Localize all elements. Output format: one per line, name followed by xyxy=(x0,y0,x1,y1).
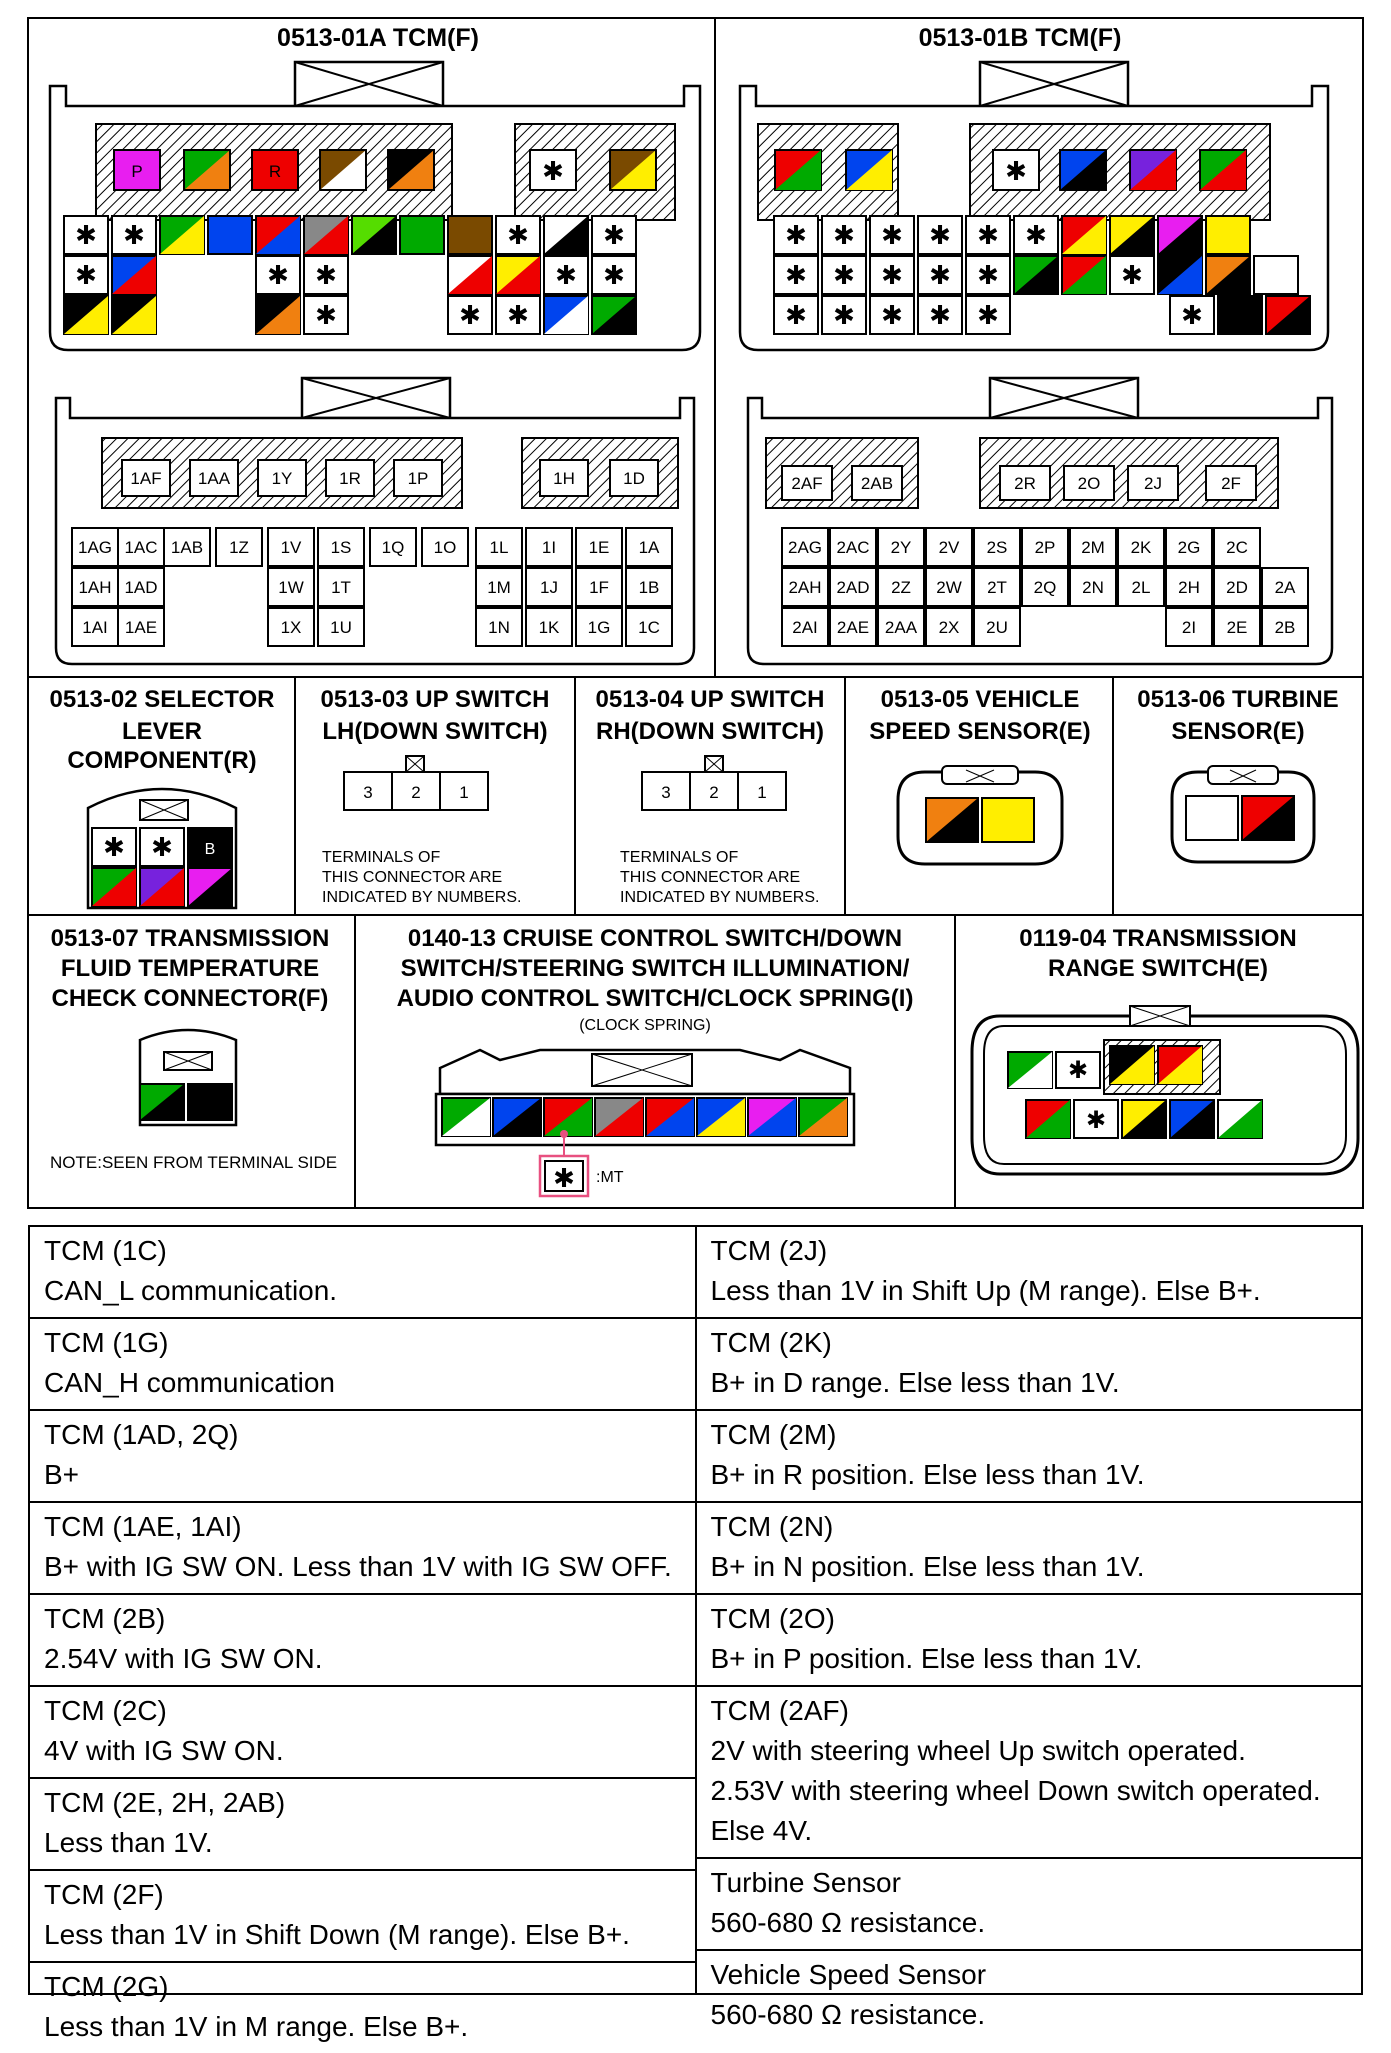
svg-text:SENSOR(E): SENSOR(E) xyxy=(1171,718,1305,745)
pin-label xyxy=(878,528,924,566)
svg-text:1AI: 1AI xyxy=(82,618,108,637)
pin-br-w xyxy=(320,150,366,190)
pin-label xyxy=(1262,568,1308,606)
pin-label xyxy=(118,568,164,606)
spec-title: TCM (2F) xyxy=(44,1879,164,1910)
spec-cell xyxy=(30,1687,695,1779)
svg-text:✱: ✱ xyxy=(833,300,855,330)
svg-text:✱: ✱ xyxy=(1181,300,1203,330)
svg-text:2G: 2G xyxy=(1177,538,1201,557)
pin-label xyxy=(526,528,572,566)
spec-cell xyxy=(30,1779,695,1871)
svg-text:1J: 1J xyxy=(540,578,558,597)
pin-label xyxy=(318,608,364,646)
svg-text:2X: 2X xyxy=(938,618,960,637)
svg-text:1AG: 1AG xyxy=(77,538,113,557)
svg-text:✱: ✱ xyxy=(75,220,97,250)
spec-description: 2V with steering wheel Up switch operated. xyxy=(710,1735,1246,1766)
svg-text:1AB: 1AB xyxy=(170,538,204,557)
tcm-a-pinout xyxy=(56,378,694,664)
spec-description: 4V with IG SW ON. xyxy=(44,1735,284,1766)
spec-cell xyxy=(697,1951,1362,2041)
spec-description: Less than 1V. xyxy=(44,1827,213,1858)
spec-cell xyxy=(30,1871,695,1963)
turbine-sensor-connector xyxy=(1137,686,1338,862)
spec-description: B+ with IG SW ON. Less than 1V with IG SW OFF. xyxy=(44,1551,672,1582)
spec-title: Turbine Sensor xyxy=(710,1867,901,1898)
spec-cell xyxy=(697,1319,1362,1411)
spec-cell xyxy=(30,1503,695,1595)
pin-label xyxy=(1070,568,1116,606)
svg-text:✱: ✱ xyxy=(603,260,625,290)
svg-text:2I: 2I xyxy=(1181,618,1197,637)
svg-text:2T: 2T xyxy=(987,578,1007,597)
pin-label xyxy=(926,528,972,566)
svg-text:RANGE SWITCH(E): RANGE SWITCH(E) xyxy=(1048,955,1268,982)
cruise-pin xyxy=(442,1098,490,1136)
pin-label xyxy=(1166,608,1212,646)
pin-label xyxy=(852,466,902,500)
pin-label xyxy=(72,568,118,606)
svg-text:1L: 1L xyxy=(489,538,509,557)
svg-text:1: 1 xyxy=(459,783,469,802)
svg-text:2L: 2L xyxy=(1131,578,1151,597)
pin-label xyxy=(782,608,828,646)
cruise-pin xyxy=(646,1098,694,1136)
spec-title: TCM (1G) xyxy=(44,1327,169,1358)
svg-text:✱: ✱ xyxy=(785,300,807,330)
svg-text:1D: 1D xyxy=(623,469,645,488)
svg-text:1AC: 1AC xyxy=(124,538,158,557)
svg-text:2AA: 2AA xyxy=(884,618,918,637)
svg-text:0513-03 UP SWITCH: 0513-03 UP SWITCH xyxy=(320,686,550,713)
tcm-b-connector xyxy=(740,24,1328,350)
svg-text:1I: 1I xyxy=(541,538,557,557)
svg-text:2AD: 2AD xyxy=(836,578,870,597)
svg-text:1V: 1V xyxy=(280,538,302,557)
svg-text:1AH: 1AH xyxy=(78,578,112,597)
svg-text:0140-13 CRUISE CONTROL SWITCH/: 0140-13 CRUISE CONTROL SWITCH/DOWN xyxy=(407,925,903,952)
pin-label xyxy=(72,608,118,646)
svg-text:✱: ✱ xyxy=(785,260,807,290)
svg-text:✱: ✱ xyxy=(881,220,903,250)
svg-text:✱: ✱ xyxy=(785,220,807,250)
tcm-b-pinout xyxy=(748,378,1332,664)
svg-text:1K: 1K xyxy=(538,618,560,637)
svg-text:1AE: 1AE xyxy=(124,618,158,637)
spec-description: 560-680 Ω resistance. xyxy=(710,1999,986,2030)
pin-label xyxy=(626,528,672,566)
pin-label xyxy=(540,460,588,496)
pin-label xyxy=(118,528,164,566)
pin-label xyxy=(164,528,210,566)
svg-text:LEVER: LEVER xyxy=(121,718,203,745)
svg-text:3: 3 xyxy=(661,783,671,802)
pin-label xyxy=(974,568,1020,606)
svg-text:✱: ✱ xyxy=(1025,220,1047,250)
svg-text:✱: ✱ xyxy=(123,220,145,250)
svg-text:0513-02 SELECTOR: 0513-02 SELECTOR xyxy=(49,686,275,713)
spec-description: Less than 1V in Shift Up (M range). Else B+. xyxy=(710,1275,1261,1306)
svg-text:2AI: 2AI xyxy=(792,618,818,637)
pin-label xyxy=(878,568,924,606)
pin-label xyxy=(926,568,972,606)
pin-label xyxy=(878,608,924,646)
svg-text:TERMINALS OF: TERMINALS OF xyxy=(322,849,441,866)
svg-text:✱: ✱ xyxy=(1085,1107,1107,1134)
svg-text:2Q: 2Q xyxy=(1033,578,1057,597)
svg-text:AUDIO CONTROL SWITCH/CLOCK SPR: AUDIO CONTROL SWITCH/CLOCK SPRING(I) xyxy=(396,985,914,1012)
spec-cell xyxy=(697,1227,1362,1319)
pin-label xyxy=(1214,608,1260,646)
svg-text:R: R xyxy=(268,162,282,181)
svg-text:B: B xyxy=(204,841,216,858)
svg-text:1P: 1P xyxy=(407,469,429,488)
spec-title: TCM (1AD, 2Q) xyxy=(44,1419,239,1450)
cruise-pin xyxy=(493,1098,541,1136)
svg-text:1X: 1X xyxy=(280,618,302,637)
pin-label xyxy=(318,568,364,606)
pin-b-o xyxy=(388,150,434,190)
svg-text:✱: ✱ xyxy=(881,300,903,330)
svg-text:1Z: 1Z xyxy=(229,538,249,557)
svg-text:1Y: 1Y xyxy=(271,469,293,488)
svg-text:✱: ✱ xyxy=(459,300,481,330)
pin-label xyxy=(526,568,572,606)
pin-label xyxy=(1118,568,1164,606)
pin-label xyxy=(476,568,522,606)
spec-description: B+ in P position. Else less than 1V. xyxy=(710,1643,1143,1674)
svg-text:2W: 2W xyxy=(936,578,962,597)
svg-text:✱: ✱ xyxy=(315,300,337,330)
svg-text:2B: 2B xyxy=(1274,618,1296,637)
svg-text:✱: ✱ xyxy=(929,220,951,250)
cruise-pin xyxy=(595,1098,643,1136)
pin-label xyxy=(1214,528,1260,566)
pin-label xyxy=(1118,528,1164,566)
svg-text:SWITCH/STEERING SWITCH ILLUMIN: SWITCH/STEERING SWITCH ILLUMINATION/ xyxy=(400,955,910,982)
svg-text:✱: ✱ xyxy=(881,260,903,290)
pin-label xyxy=(526,608,572,646)
svg-text:✱: ✱ xyxy=(542,156,564,186)
up-switch-lh-connector xyxy=(321,686,550,906)
svg-text:(CLOCK SPRING): (CLOCK SPRING) xyxy=(579,1017,711,1034)
spec-title: TCM (2C) xyxy=(44,1695,167,1726)
spec-description: B+ in N position. Else less than 1V. xyxy=(710,1551,1145,1582)
spec-title: TCM (2G) xyxy=(44,1971,169,2002)
pin-label xyxy=(974,528,1020,566)
spec-cell xyxy=(30,1411,695,1503)
svg-text:2N: 2N xyxy=(1082,578,1104,597)
svg-text:LH(DOWN SWITCH): LH(DOWN SWITCH) xyxy=(322,718,548,745)
svg-text:1AF: 1AF xyxy=(130,469,162,488)
svg-text:2AB: 2AB xyxy=(860,474,894,493)
pin-label xyxy=(626,608,672,646)
pin-label xyxy=(1166,528,1212,566)
svg-text:0513-07 TRANSMISSION: 0513-07 TRANSMISSION xyxy=(50,925,330,952)
svg-text:1AD: 1AD xyxy=(124,578,158,597)
svg-text:3: 3 xyxy=(363,783,373,802)
pin-label xyxy=(318,528,364,566)
pin-label xyxy=(1206,466,1256,500)
svg-text:2O: 2O xyxy=(1077,474,1101,493)
svg-text:1H: 1H xyxy=(553,469,575,488)
svg-text:✱: ✱ xyxy=(833,260,855,290)
svg-text:✱: ✱ xyxy=(151,832,173,862)
pin-label xyxy=(830,568,876,606)
spec-title: TCM (2E, 2H, 2AB) xyxy=(44,1787,286,1818)
pin-label xyxy=(258,460,306,496)
spec-description: Less than 1V in M range. Else B+. xyxy=(44,2011,469,2042)
pin-label xyxy=(1166,568,1212,606)
spec-cell xyxy=(30,1319,695,1411)
svg-text:✱: ✱ xyxy=(833,220,855,250)
pin-label xyxy=(1022,528,1068,566)
svg-text:2U: 2U xyxy=(986,618,1008,637)
pin-label xyxy=(576,608,622,646)
svg-text:✱: ✱ xyxy=(977,300,999,330)
pin-label xyxy=(782,466,832,500)
pin-label xyxy=(72,528,118,566)
svg-text:1M: 1M xyxy=(487,578,511,597)
spec-cell xyxy=(30,1595,695,1687)
svg-text:2AH: 2AH xyxy=(788,578,822,597)
svg-text:1S: 1S xyxy=(330,538,352,557)
pin-label xyxy=(122,460,170,496)
svg-text:0513-05 VEHICLE: 0513-05 VEHICLE xyxy=(880,686,1080,713)
pin-label xyxy=(190,460,238,496)
spec-description: CAN_L communication. xyxy=(44,1275,338,1306)
spec-description: B+ in R position. Else less than 1V. xyxy=(710,1459,1145,1490)
svg-text:CHECK CONNECTOR(F): CHECK CONNECTOR(F) xyxy=(51,985,329,1012)
pin-label xyxy=(830,528,876,566)
cruise-pin xyxy=(544,1098,592,1136)
svg-text:✱: ✱ xyxy=(267,260,289,290)
tcm-a-connector xyxy=(50,24,700,350)
tcm-b-title: 0513-01B TCM(F) xyxy=(918,24,1122,52)
svg-text::MT: :MT xyxy=(596,1169,624,1186)
pin-label xyxy=(576,528,622,566)
pin-label xyxy=(216,528,262,566)
svg-text:RH(DOWN SWITCH): RH(DOWN SWITCH) xyxy=(596,718,824,745)
svg-text:✱: ✱ xyxy=(507,300,529,330)
spec-description: B+ xyxy=(44,1459,80,1490)
pin-br-y xyxy=(610,150,656,190)
cruise-pin xyxy=(799,1098,847,1136)
svg-text:2D: 2D xyxy=(1226,578,1248,597)
svg-text:2AF: 2AF xyxy=(791,474,823,493)
svg-text:✱: ✱ xyxy=(555,260,577,290)
spec-cell xyxy=(30,1227,695,1319)
svg-text:TERMINALS OF: TERMINALS OF xyxy=(620,849,739,866)
pin-label xyxy=(1064,466,1114,500)
svg-text:✱: ✱ xyxy=(1005,156,1027,186)
pin-label xyxy=(974,608,1020,646)
spec-title: TCM (2N) xyxy=(710,1511,834,1542)
svg-text:1Q: 1Q xyxy=(381,538,405,557)
svg-text:1O: 1O xyxy=(433,538,457,557)
spec-column-right xyxy=(697,1227,1362,2030)
svg-text:✱: ✱ xyxy=(103,832,125,862)
pin-label xyxy=(118,608,164,646)
pin-label xyxy=(926,608,972,646)
svg-text:1E: 1E xyxy=(588,538,610,557)
spec-cell xyxy=(697,1595,1362,1687)
svg-text:THIS CONNECTOR ARE: THIS CONNECTOR ARE xyxy=(322,869,503,886)
svg-text:✱: ✱ xyxy=(929,260,951,290)
pin-label xyxy=(576,568,622,606)
pin-label xyxy=(830,608,876,646)
svg-text:2P: 2P xyxy=(1034,538,1056,557)
svg-text:2A: 2A xyxy=(1274,578,1296,597)
pin-label xyxy=(1128,466,1178,500)
svg-text:1U: 1U xyxy=(330,618,352,637)
svg-text:2Y: 2Y xyxy=(890,538,912,557)
spec-description: 2.53V with steering wheel Down switch operated. xyxy=(710,1775,1321,1806)
svg-text:INDICATED BY NUMBERS.: INDICATED BY NUMBERS. xyxy=(322,889,522,906)
pin-label xyxy=(1262,608,1308,646)
svg-text:1R: 1R xyxy=(339,469,361,488)
vehicle-speed-sensor-connector xyxy=(869,686,1090,864)
spec-description: B+ in D range. Else less than 1V. xyxy=(710,1367,1120,1398)
fluid-temp-connector xyxy=(50,925,337,1172)
svg-text:✱: ✱ xyxy=(603,220,625,250)
pin-label xyxy=(626,568,672,606)
pin-label xyxy=(782,528,828,566)
svg-text:2: 2 xyxy=(709,783,719,802)
svg-text:1B: 1B xyxy=(638,578,660,597)
svg-text:✱: ✱ xyxy=(977,220,999,250)
spec-title: TCM (2M) xyxy=(710,1419,837,1450)
svg-text:P: P xyxy=(131,162,143,181)
svg-text:2S: 2S xyxy=(986,538,1008,557)
svg-text:✱: ✱ xyxy=(75,260,97,290)
svg-text:1N: 1N xyxy=(488,618,510,637)
spec-description: CAN_H communication xyxy=(44,1367,335,1398)
svg-text:✱: ✱ xyxy=(1121,260,1143,290)
pin-label xyxy=(1070,528,1116,566)
svg-text:2E: 2E xyxy=(1226,618,1248,637)
svg-text:2AC: 2AC xyxy=(836,538,870,557)
spec-description: Less than 1V in Shift Down (M range). Else B+. xyxy=(44,1919,630,1950)
svg-text:2Z: 2Z xyxy=(891,578,911,597)
svg-text:1A: 1A xyxy=(638,538,660,557)
svg-text:✱: ✱ xyxy=(507,220,529,250)
spec-title: Vehicle Speed Sensor xyxy=(710,1959,987,1990)
voltage-spec-table xyxy=(28,1225,1363,2042)
pin-label xyxy=(1214,568,1260,606)
svg-text:2: 2 xyxy=(411,783,421,802)
svg-text:2V: 2V xyxy=(938,538,960,557)
svg-text:INDICATED BY NUMBERS.: INDICATED BY NUMBERS. xyxy=(620,889,820,906)
svg-text:COMPONENT(R): COMPONENT(R) xyxy=(67,747,257,774)
svg-text:1T: 1T xyxy=(331,578,351,597)
cruise-pin xyxy=(697,1098,745,1136)
pin-label xyxy=(326,460,374,496)
spec-title: TCM (2K) xyxy=(710,1327,832,1358)
spec-cell xyxy=(697,1503,1362,1595)
spec-title: TCM (1C) xyxy=(44,1235,167,1266)
spec-cell xyxy=(697,1687,1362,1859)
svg-text:1G: 1G xyxy=(587,618,611,637)
svg-text:0513-04 UP SWITCH: 0513-04 UP SWITCH xyxy=(595,686,825,713)
svg-text:2AE: 2AE xyxy=(836,618,870,637)
pin-label xyxy=(476,528,522,566)
spec-title: TCM (1AE, 1AI) xyxy=(44,1511,242,1542)
pin-label xyxy=(268,568,314,606)
pin-label xyxy=(610,460,658,496)
svg-text:2R: 2R xyxy=(1014,474,1036,493)
up-switch-rh-connector xyxy=(596,686,825,906)
pin-label xyxy=(268,608,314,646)
pin-label xyxy=(370,528,416,566)
pin-label xyxy=(1022,568,1068,606)
pin-label xyxy=(1000,466,1050,500)
svg-text:0513-06 TURBINE: 0513-06 TURBINE xyxy=(1137,686,1339,713)
svg-text:1AA: 1AA xyxy=(197,469,231,488)
pin-label xyxy=(782,568,828,606)
spec-title: TCM (2O) xyxy=(710,1603,835,1634)
svg-text:SPEED SENSOR(E): SPEED SENSOR(E) xyxy=(869,718,1091,745)
pin-label xyxy=(394,460,442,496)
svg-text:FLUID TEMPERATURE: FLUID TEMPERATURE xyxy=(60,955,320,982)
pin-label xyxy=(268,528,314,566)
svg-text:2C: 2C xyxy=(1226,538,1248,557)
svg-text:2F: 2F xyxy=(1221,474,1241,493)
spec-description: Else 4V. xyxy=(710,1815,813,1846)
svg-text:2M: 2M xyxy=(1081,538,1105,557)
svg-text:2H: 2H xyxy=(1178,578,1200,597)
svg-text:THIS CONNECTOR ARE: THIS CONNECTOR ARE xyxy=(620,869,801,886)
spec-column-left xyxy=(30,1227,697,2042)
cruise-pin xyxy=(748,1098,796,1136)
selector-lever-connector xyxy=(50,686,275,908)
spec-title: TCM (2J) xyxy=(710,1235,828,1266)
svg-text:✱: ✱ xyxy=(315,260,337,290)
svg-text:1W: 1W xyxy=(278,578,304,597)
spec-cell xyxy=(697,1411,1362,1503)
spec-description: 2.54V with IG SW ON. xyxy=(44,1643,323,1674)
pin-label xyxy=(476,608,522,646)
svg-text:✱: ✱ xyxy=(929,300,951,330)
spec-cell xyxy=(30,1963,695,2053)
spec-cell xyxy=(697,1859,1362,1951)
svg-text:✱: ✱ xyxy=(977,260,999,290)
tcm-a-title: 0513-01A TCM(F) xyxy=(277,24,479,52)
cruise-control-connector xyxy=(397,925,914,1196)
range-switch-connector xyxy=(972,925,1358,1174)
pin-label xyxy=(422,528,468,566)
svg-text:✱: ✱ xyxy=(1067,1057,1089,1084)
svg-text:0119-04 TRANSMISSION: 0119-04 TRANSMISSION xyxy=(1019,925,1297,952)
pin-g-o xyxy=(184,150,230,190)
svg-text:2J: 2J xyxy=(1144,474,1162,493)
spec-description: 560-680 Ω resistance. xyxy=(710,1907,986,1938)
spec-title: TCM (2B) xyxy=(44,1603,166,1634)
svg-text:✱: ✱ xyxy=(553,1163,575,1193)
svg-text:1C: 1C xyxy=(638,618,660,637)
svg-text:1: 1 xyxy=(757,783,767,802)
svg-text:1F: 1F xyxy=(589,578,609,597)
svg-text:2AG: 2AG xyxy=(787,538,823,557)
svg-text:NOTE:SEEN FROM TERMINAL SIDE: NOTE:SEEN FROM TERMINAL SIDE xyxy=(50,1153,338,1172)
svg-text:2K: 2K xyxy=(1130,538,1152,557)
spec-title: TCM (2AF) xyxy=(710,1695,849,1726)
